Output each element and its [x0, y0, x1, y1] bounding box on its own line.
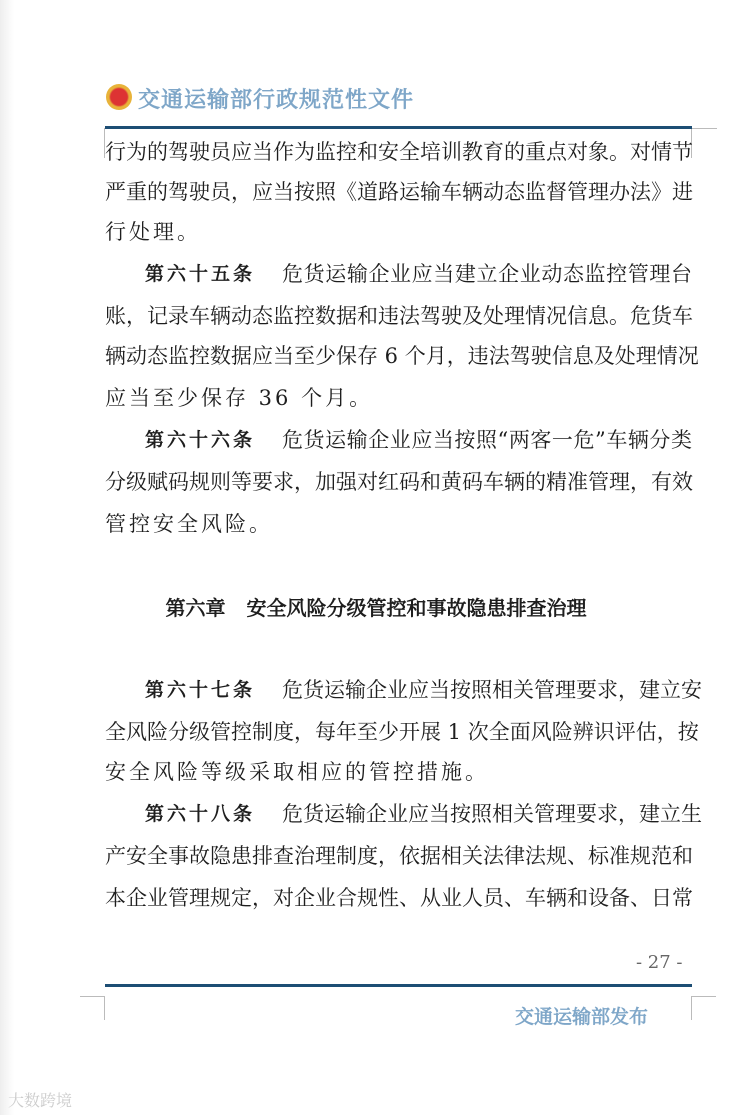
text-line: 本企业管理规定，对企业合规性、从业人员、车辆和设备、日常 — [105, 886, 693, 910]
page-number: - 27 - — [636, 952, 683, 973]
text-line: 账，记录车辆动态监控数据和违法驾驶及处理情况信息。危货车 — [105, 304, 693, 328]
footer-rule — [105, 984, 692, 987]
page-edge-shadow — [0, 0, 14, 1115]
text-line: 严重的驾驶员，应当按照《道路运输车辆动态监督管理办法》进 — [105, 180, 693, 204]
corner-mark — [104, 996, 105, 1020]
text-line: 危货运输企业应当按照“两客一危”车辆分类 — [282, 428, 692, 452]
corner-mark — [691, 996, 716, 997]
corner-mark — [80, 996, 104, 997]
text-line: 危货运输企业应当按照相关管理要求，建立安 — [282, 678, 702, 702]
text-line: 辆动态监控数据应当至少保存 6 个月，违法驾驶信息及处理情况 — [105, 344, 699, 368]
header-rule — [105, 126, 692, 129]
text-line: 危货运输企业应当建立企业动态监控管理台 — [282, 262, 692, 286]
corner-mark — [691, 996, 692, 1020]
text-line: 管控安全风险。 — [105, 512, 273, 536]
header-title: 交通运输部行政规范性文件 — [138, 87, 415, 113]
article-68-title: 第六十八条 — [145, 803, 256, 825]
text-line: 安全风险等级采取相应的管控措施。 — [105, 760, 489, 784]
text-line: 产安全事故隐患排查治理制度，依据相关法律法规、标准规范和 — [105, 844, 693, 868]
text-line: 危货运输企业应当按照相关管理要求，建立生 — [282, 802, 702, 826]
text-line: 应当至少保存 36 个月。 — [105, 386, 374, 410]
text-line: 行为的驾驶员应当作为监控和安全培训教育的重点对象。对情节 — [105, 140, 693, 164]
text-line: 全风险分级管控制度，每年至少开展 1 次全面风险辨识评估，按 — [105, 720, 699, 744]
article-65-title: 第六十五条 — [145, 263, 256, 285]
text-line: 分级赋码规则等要求，加强对红码和黄码车辆的精准管理，有效 — [105, 470, 693, 494]
chapter-heading: 第六章 安全风险分级管控和事故隐患排查治理 — [165, 596, 587, 620]
article-66-title: 第六十六条 — [145, 429, 256, 451]
watermark: 大数跨境 — [8, 1091, 73, 1110]
text-line: 行处理。 — [105, 220, 201, 244]
corner-mark — [692, 128, 717, 129]
national-emblem-icon — [106, 84, 132, 110]
publisher: 交通运输部发布 — [515, 1006, 649, 1028]
article-67-title: 第六十七条 — [145, 679, 256, 701]
